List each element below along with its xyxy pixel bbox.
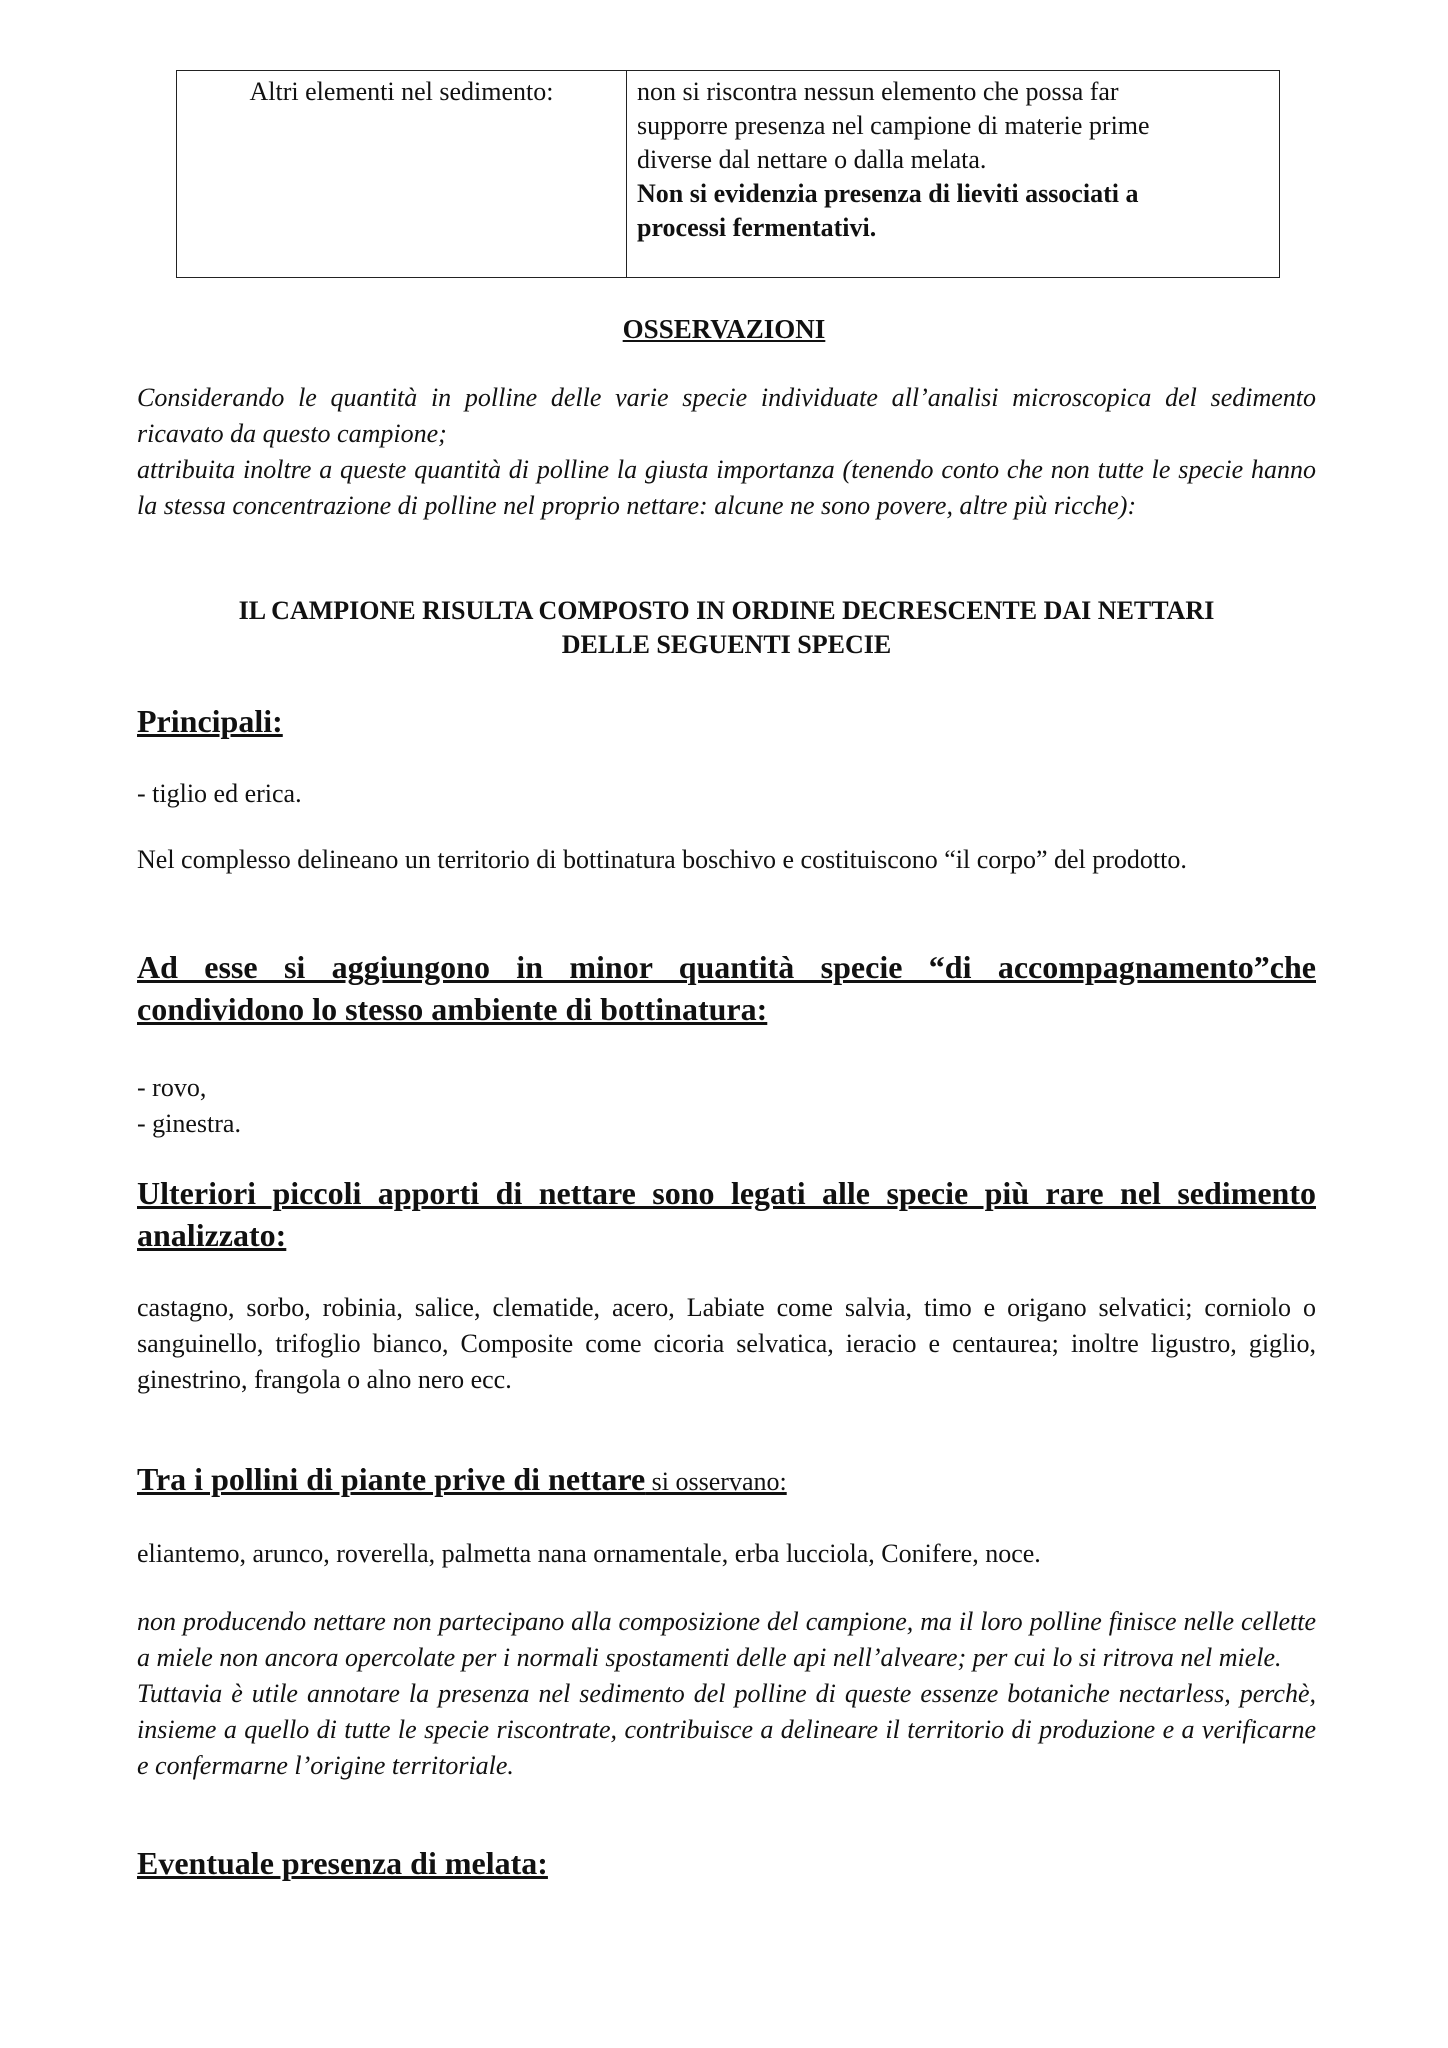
intro-paragraph-1: Considerando le quantità in polline delle varie specie individuate all’analisi microscopica del sedimento ricavato da questo campione; [137, 383, 1316, 448]
table-value-line: diverse dal nettare o dalla melata. [637, 145, 987, 174]
principali-note: Nel complesso delineano un territorio di bottinatura boschivo e costituiscono “il corpo” del prodotto. [137, 845, 1187, 874]
prive-heading [137, 1458, 1316, 1503]
list-item: - rovo, [137, 1073, 207, 1102]
prive-notes [137, 1604, 1316, 1784]
osservazioni-heading: OSSERVAZIONI [622, 314, 826, 344]
summary-line-1: IL CAMPIONE RISULTA COMPOSTO IN ORDINE DECRESCENTE DAI NETTARI [238, 596, 1215, 625]
accompagnamento-heading-line-2: condividono lo stesso ambiente di bottinatura: [137, 991, 768, 1027]
table-value-bold-line: Non si evidenzia presenza di lieviti associati a [637, 179, 1139, 208]
rare-species-text: castagno, sorbo, robinia, salice, clematide, acero, Labiate come salvia, timo e origano selvatici; corniolo o sanguinello, trifoglio bianco, Composite come cicoria selvatica, ieracio e centaurea; inoltre ligustro, giglio, ginestrino, frangola o alno nero ecc. [137, 1293, 1316, 1394]
prive-heading-suffix: si osservano: [645, 1467, 787, 1496]
table-value-bold-line: processi fermentativi. [637, 213, 877, 242]
prive-heading-title: Tra i pollini di piante prive di nettare [137, 1461, 646, 1497]
prive-note-1: non producendo nettare non partecipano alla composizione del campione, ma il loro polline finisce nelle cellette a miele non ancora opercolate per i normali spostamenti delle api nell’alveare; per cui lo si ritrova nel miele. [137, 1607, 1316, 1672]
table-value-line: supporre presenza nel campione di materie prime [637, 111, 1150, 140]
accompagnamento-list [137, 1070, 1316, 1142]
melata-heading: Eventuale presenza di melata: [137, 1845, 548, 1881]
list-item: - ginestra. [137, 1109, 241, 1138]
rare-heading-line-2: analizzato: [137, 1217, 287, 1253]
table-value-cell [627, 71, 1279, 277]
rare-species-heading [137, 1172, 1316, 1256]
prive-note-2: Tuttavia è utile annotare la presenza nel sedimento del polline di queste essenze botaniche nectarless, perchè, insieme a quello di tutte le specie riscontrate, contribuisce a delineare il territorio di produzione e a verificarne e confermarne l’origine territoriale. [137, 1679, 1316, 1780]
summary-line-2: DELLE SEGUENTI SPECIE [561, 630, 892, 659]
table-label-cell [177, 71, 627, 277]
principali-heading: Principali: [137, 703, 283, 739]
sediment-table [176, 70, 1280, 278]
table-value-line: non si riscontra nessun elemento che possa far [637, 77, 1119, 106]
principali-list: - tiglio ed erica. [137, 779, 302, 808]
rare-heading-line-1: Ulteriori piccoli apporti di nettare sono legati alle specie più rare nel sedimento [137, 1175, 1316, 1211]
osservazioni-intro [137, 380, 1316, 524]
table-label: Altri elementi nel sedimento: [249, 77, 554, 106]
accompagnamento-heading-line-1: Ad esse si aggiungono in minor quantità specie “di accompagnamento”che [137, 949, 1316, 985]
accompagnamento-heading [137, 946, 1316, 1030]
summary-heading [137, 594, 1316, 662]
intro-paragraph-2: attribuita inoltre a queste quantità di polline la giusta importanza (tenendo conto che non tutte le specie hanno la stessa concentrazione di polline nel proprio nettare: alcune ne sono povere, altre più ricche): [137, 455, 1316, 520]
prive-list: eliantemo, arunco, roverella, palmetta nana ornamentale, erba lucciola, Conifere, noce. [137, 1539, 1041, 1568]
